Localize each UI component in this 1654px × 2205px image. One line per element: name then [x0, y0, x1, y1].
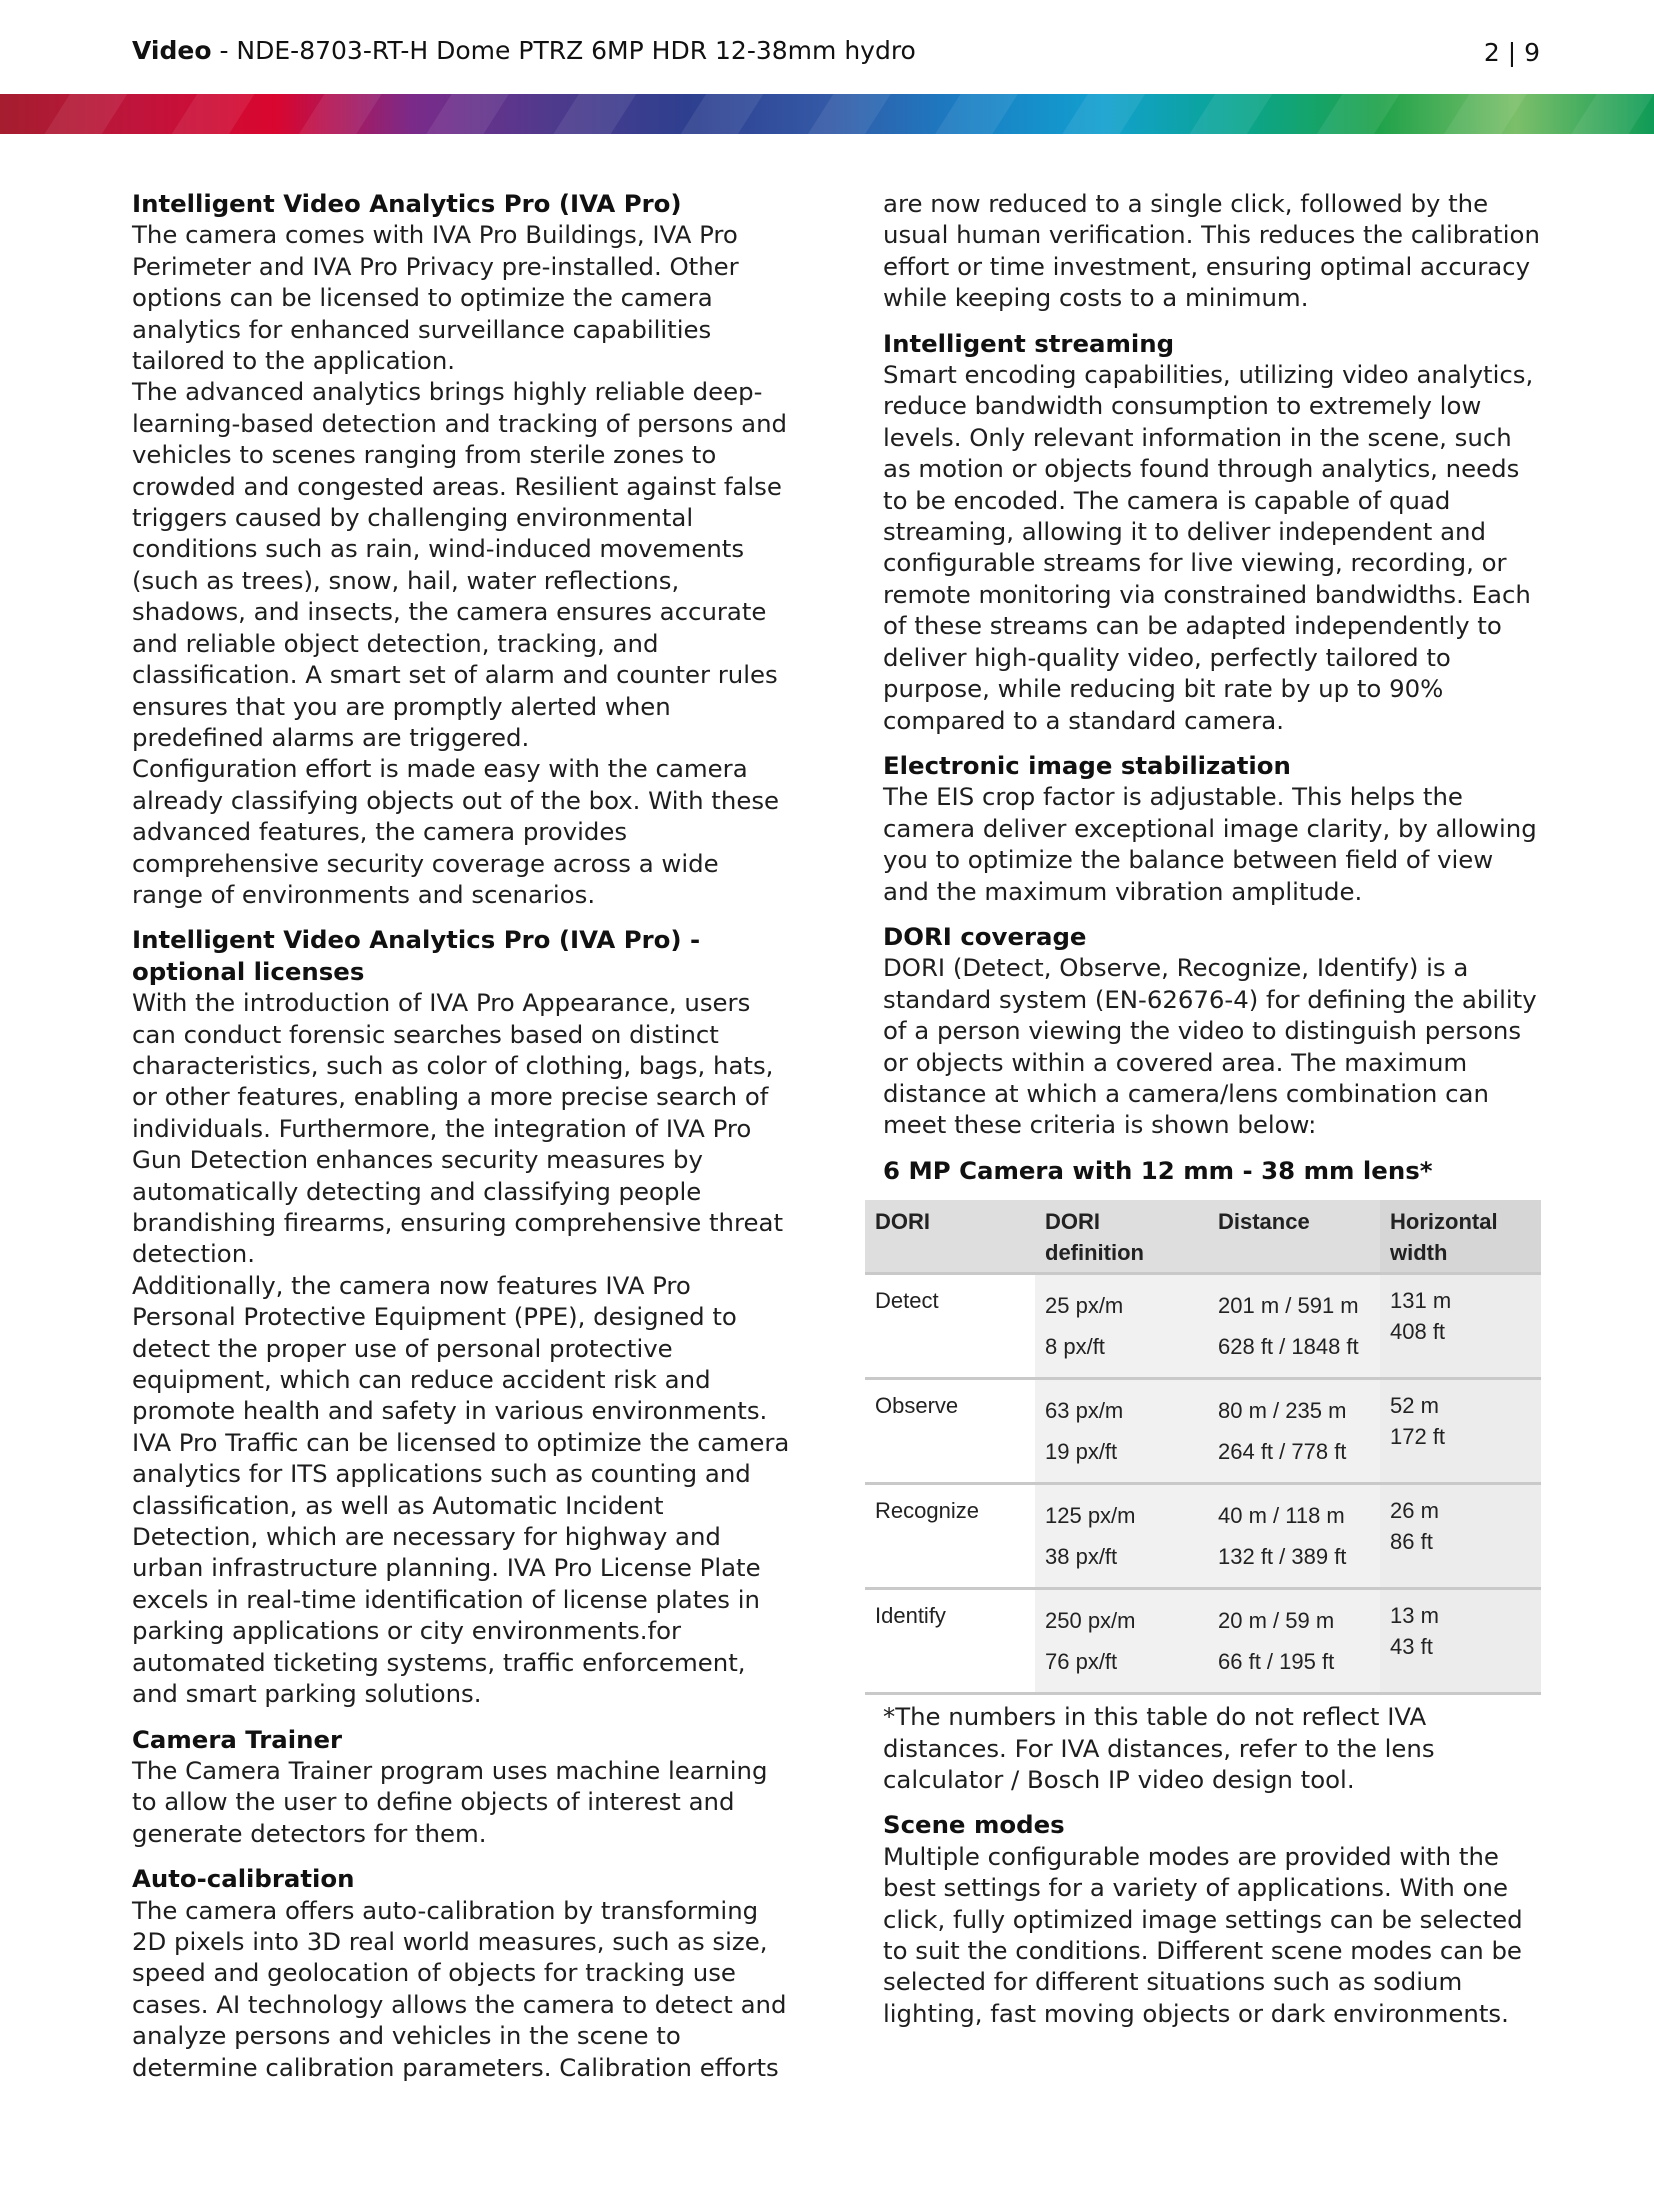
- section-dori-coverage: [883, 921, 1543, 1141]
- value: 26 m: [1390, 1498, 1439, 1524]
- width-cell: [1380, 1274, 1541, 1379]
- section-scene-modes: [883, 1809, 1543, 2029]
- left-column: [132, 188, 792, 2097]
- section-iva-pro: [132, 188, 792, 910]
- section-auto-calibration-continued: [883, 188, 1543, 314]
- paragraph: The camera comes with IVA Pro Buildings, IVA Pro Perimeter and IVA Pro Privacy pre-installed. Other options can be licensed to optimize the camera analytics for enhanced surveillance capabilities tailored to the application.: [132, 220, 739, 376]
- paragraph: Additionally, the camera now features IVA Pro Personal Protective Equipment (PPE), designed to detect the proper use of personal protective equipment, which can reduce accident risk and promote health and safety in various environments. IVA Pro Traffic can be licensed to optimize the camera analytics for ITS applications such as counting and classification, as well as Automatic Incident Detection, which are necessary for highway and urban infrastructure planning. IVA Pro License Plate excels in real-time identification of license plates in parking applications or city environments.for automated ticketing systems, traffic enforcement, and smart parking solutions.: [132, 1270, 790, 1709]
- value: 408 ft: [1390, 1319, 1446, 1345]
- table-row: [865, 1274, 1541, 1379]
- value: 19 px/ft: [1045, 1439, 1118, 1465]
- header-section: Video: [132, 36, 212, 65]
- dori-level: Identify: [865, 1589, 1035, 1694]
- dori-table: [865, 1200, 1541, 1695]
- dori-definition-cell: [1035, 1589, 1208, 1694]
- paragraph: Multiple configurable modes are provided with the best settings for a variety of applications. With one click, fully optimized image settings can be selected to suit the conditions. Different scene modes can be selected for different situations such as sodium lighting, fast moving objects or dark environments.: [883, 1841, 1523, 2028]
- section-auto-calibration: [132, 1863, 792, 2083]
- value: 43 ft: [1390, 1634, 1433, 1660]
- right-column: [875, 188, 1543, 2043]
- brand-color-band: [0, 94, 1654, 134]
- section-title: Intelligent Video Analytics Pro (IVA Pro) - optional licenses: [132, 925, 701, 986]
- paragraph: With the introduction of IVA Pro Appearance, users can conduct forensic searches based on distinct characteristics, such as color of clothing, bags, hats, or other features, enabling a more precise search of individuals. Furthermore, the integration of IVA Pro Gun Detection enhances security measures by automatically detecting and classifying people brandishing firearms, ensuring comprehensive threat detection.: [132, 988, 784, 1269]
- value: 38 px/ft: [1045, 1544, 1118, 1570]
- width-cell: [1380, 1379, 1541, 1484]
- table-footnote: *The numbers in this table do not reflect IVA distances. For IVA distances, refer to the lens calculator / Bosch IP video design tool.: [883, 1702, 1435, 1794]
- section-electronic-image-stabilization: [883, 750, 1543, 907]
- distance-cell: [1208, 1274, 1380, 1379]
- section-title: Electronic image stabilization: [883, 750, 1291, 780]
- table-title: 6 MP Camera with 12 mm - 38 mm lens*: [883, 1155, 1433, 1185]
- paragraph: The Camera Trainer program uses machine learning to allow the user to define objects of interest and generate detectors for them.: [132, 1755, 768, 1848]
- value: 13 m: [1390, 1603, 1439, 1629]
- value: 76 px/ft: [1045, 1649, 1118, 1675]
- value: 86 ft: [1390, 1529, 1433, 1555]
- value: 172 ft: [1390, 1424, 1446, 1450]
- dori-level: Detect: [865, 1274, 1035, 1379]
- column-header: DORI definition: [1035, 1200, 1208, 1274]
- section-title: Auto-calibration: [132, 1864, 355, 1894]
- section-title: DORI coverage: [883, 921, 1087, 951]
- value: 264 ft / 778 ft: [1218, 1439, 1347, 1465]
- dori-definition-cell: [1035, 1274, 1208, 1379]
- paragraph: Smart encoding capabilities, utilizing video analytics, reduce bandwidth consumption to extremely low levels. Only relevant information in the scene, such as motion or objects found through analytics, needs to be encoded. The camera is capable of quad streaming, allowing it to deliver independent and configurable streams for live viewing, recording, or remote monitoring via constrained bandwidths. Each of these streams can be adapted independently to deliver high-quality video, perfectly tailored to purpose, while reducing bit rate by up to 90% compared to a standard camera.: [883, 360, 1534, 735]
- width-cell: [1380, 1589, 1541, 1694]
- value: 131 m: [1390, 1288, 1452, 1314]
- page-number: 2 | 9: [1483, 38, 1540, 67]
- column-header: Distance: [1208, 1200, 1380, 1274]
- page-header: [132, 34, 1540, 74]
- column-header: Horizontal width: [1380, 1200, 1541, 1274]
- value: 628 ft / 1848 ft: [1218, 1334, 1359, 1360]
- value: 201 m / 591 m: [1218, 1293, 1359, 1319]
- section-title: Intelligent Video Analytics Pro (IVA Pro): [132, 189, 682, 218]
- width-cell: [1380, 1484, 1541, 1589]
- section-camera-trainer: [132, 1724, 792, 1850]
- value: 8 px/ft: [1045, 1334, 1105, 1360]
- table-row: [865, 1379, 1541, 1484]
- dori-level: Observe: [865, 1379, 1035, 1484]
- section-title: Scene modes: [883, 1810, 1065, 1840]
- paragraph: The camera offers auto-calibration by transforming 2D pixels into 3D real world measures, such as size, speed and geolocation of objects for tracking use cases. AI technology allows the camera to detect and analyze persons and vehicles in the scene to determine calibration parameters. Calibration efforts: [132, 1895, 787, 2082]
- distance-cell: [1208, 1484, 1380, 1589]
- section-title: Intelligent streaming: [883, 328, 1175, 358]
- section-title: Camera Trainer: [132, 1724, 343, 1754]
- paragraph: Configuration effort is made easy with the camera already classifying objects out of the box. With these advanced features, the camera provides comprehensive security coverage across a wide range of environments and scenarios.: [132, 754, 780, 909]
- paragraph: DORI (Detect, Observe, Recognize, Identify) is a standard system (EN-62676-4) for defining the ability of a person viewing the video to distinguish persons or objects within a covered area. The maximum distance at which a camera/lens combination can meet these criteria is shown below:: [883, 953, 1537, 1140]
- value: 125 px/m: [1045, 1503, 1136, 1529]
- value: 132 ft / 389 ft: [1218, 1544, 1347, 1570]
- dori-definition-cell: [1035, 1379, 1208, 1484]
- dori-level: Recognize: [865, 1484, 1035, 1589]
- header-product: - NDE-8703-RT-H Dome PTRZ 6MP HDR 12-38mm hydro: [211, 36, 916, 65]
- brand-band-graphic: [0, 94, 1654, 134]
- distance-cell: [1208, 1379, 1380, 1484]
- paragraph: are now reduced to a single click, followed by the usual human verification. This reduces the calibration effort or time investment, ensuring optimal accuracy while keeping costs to a minimum.: [883, 189, 1540, 313]
- distance-cell: [1208, 1589, 1380, 1694]
- section-intelligent-streaming: [883, 328, 1543, 736]
- paragraph: The EIS crop factor is adjustable. This helps the camera deliver exceptional image clarity, by allowing you to optimize the balance between field of view and the maximum vibration amplitude.: [883, 782, 1537, 906]
- value: 25 px/m: [1045, 1293, 1124, 1319]
- table-row: [865, 1589, 1541, 1694]
- value: 66 ft / 195 ft: [1218, 1649, 1335, 1675]
- value: 20 m / 59 m: [1218, 1608, 1335, 1634]
- paragraph: The advanced analytics brings highly reliable deep-learning-based detection and tracking of persons and vehicles to scenes ranging from sterile zones to crowded and congested areas. Resilient against false triggers caused by challenging environmental conditions such as rain, wind-induced movements (such as trees), snow, hail, water reflections, shadows, and insects, the camera ensures accurate and reliable object detection, tracking, and classification. A smart set of alarm and counter rules ensures that you are promptly alerted when predefined alarms are triggered.: [132, 377, 788, 752]
- value: 250 px/m: [1045, 1608, 1136, 1634]
- value: 52 m: [1390, 1393, 1439, 1419]
- value: 63 px/m: [1045, 1398, 1124, 1424]
- table-header-row: [865, 1200, 1541, 1274]
- value: 80 m / 235 m: [1218, 1398, 1347, 1424]
- value: 40 m / 118 m: [1218, 1503, 1345, 1529]
- header-title: [132, 36, 916, 65]
- column-header: DORI: [865, 1200, 1035, 1274]
- dori-definition-cell: [1035, 1484, 1208, 1589]
- section-iva-pro-optional-licenses: [132, 924, 792, 1709]
- table-row: [865, 1484, 1541, 1589]
